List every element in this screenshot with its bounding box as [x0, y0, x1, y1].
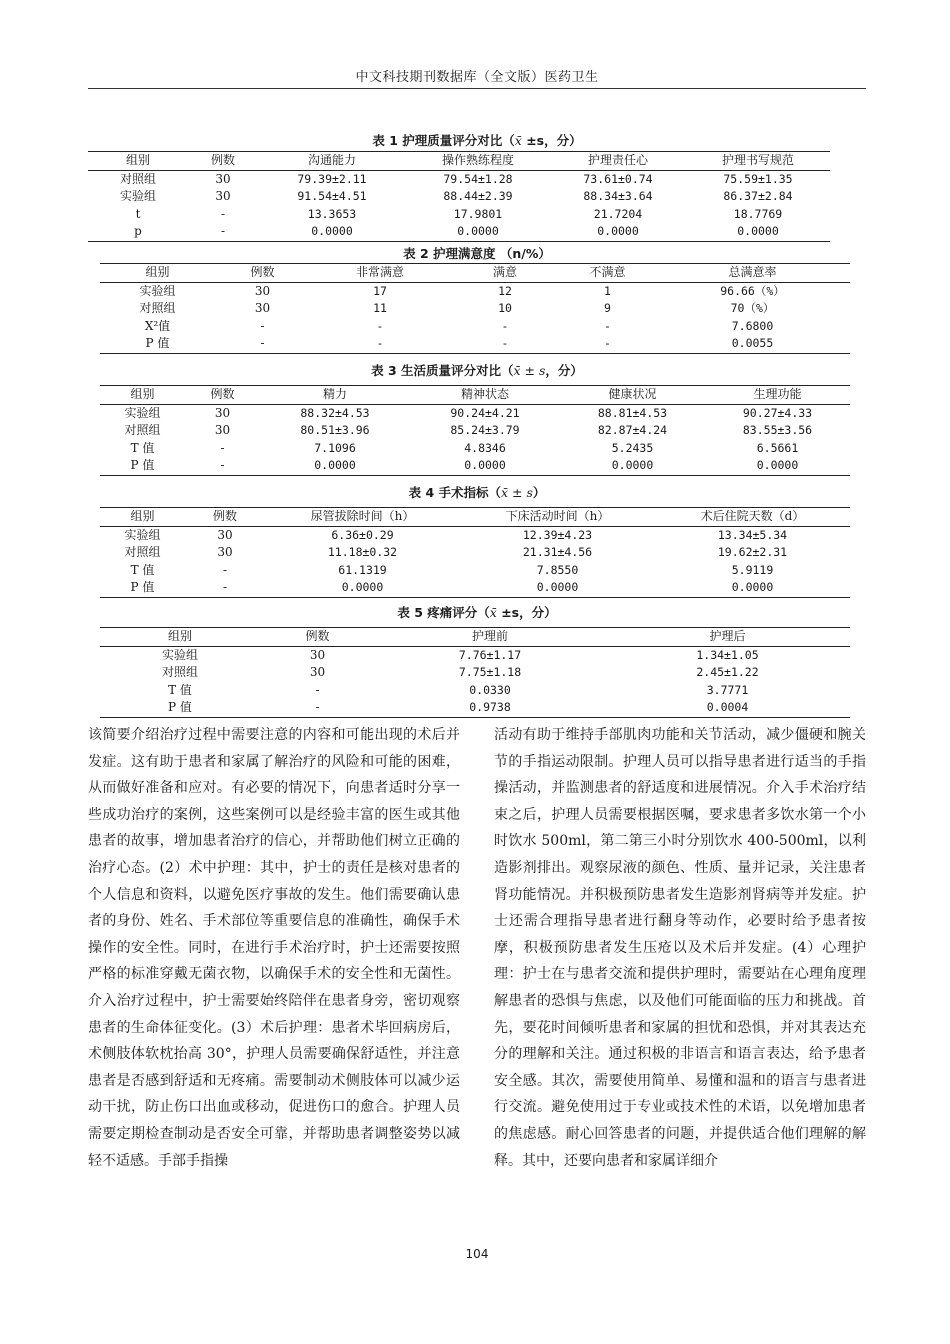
table-cell: 30 — [214, 405, 231, 420]
table-cell: 4.8346 — [464, 440, 506, 455]
table-row — [88, 206, 830, 224]
table-cell: 90.27±4.33 — [742, 405, 813, 420]
table-row — [100, 282, 850, 300]
table-cell: 6.36±0.29 — [331, 527, 394, 542]
table-cell: - — [315, 682, 320, 697]
table-cell: 21.7204 — [593, 206, 643, 221]
table-row — [100, 318, 850, 336]
table-cell: 5.2435 — [611, 440, 654, 455]
table-cell: 82.87±4.24 — [597, 423, 668, 437]
table-cell: T 值 — [130, 440, 155, 455]
column-header: 护理责任心 — [550, 152, 686, 171]
body-right-column: 活动有助于维持手部肌肉功能和关节活动，减少僵硬和腕关节的手指运动限制。护理人员可以指导患者进行适当的手指操活动，并监测患者的舒适度和进展情况。介入手术治疗结束之后，护理人员需要根据医嘱，要求患者多饮水第一个小时饮水 500ml，第二第三小时分别饮水 400-500ml，以利造影剂排出。观察尿液的颜色、性质、量并记录，关注患者肾功能情况。并积极预防患者发生造影剂肾病等并发症。护士还需合理指导患者进行翻身等动作，必要时给予患者按摩，积极预防患者发生压疮以及术后并发症。(4）心理护理：护士在与患者交流和提供护理时，需要站在心理角度理解患者的恐惧与焦虑，以及他们可能面临的压力和挑战。首先，要花时间倾听患者和家属的担忧和恐惧，并对其表达充分的理解和关注。通过积极的非语言和语言表达，给予患者安全感。其次，需要使用简单、易懂和温和的语言与患者进行交流。避免使用过于专业或技术性的术语，以免增加患者的焦虑感。耐心回答患者的问题，并提供适合他们理解的解释。其中，还要向患者和家属详细介 — [494, 727, 866, 1169]
column-header: 健康状况 — [560, 386, 705, 405]
table-cell: 5.9119 — [731, 562, 774, 577]
table-cell: - — [376, 318, 384, 333]
table-row — [100, 664, 850, 682]
table-cell: 73.61±0.74 — [583, 171, 653, 186]
table-cell: 7.76±1.17 — [458, 647, 522, 662]
table-cell: 对照组 — [119, 171, 156, 186]
column-header: 护理书写规范 — [686, 152, 830, 171]
column-header: 满意 — [450, 264, 560, 283]
table-cell: 85.24±3.79 — [450, 423, 520, 437]
table-row — [88, 188, 830, 206]
body-left-column: 该简要介绍治疗过程中需要注意的内容和可能出现的术后并发症。这有助于患者和家属了解治疗的风险和可能的困难，从而做好准备和应对。有必要的情况下，向患者适时分享一些成功治疗的案例，这些案例可以是经验丰富的医生或其他患者的故事，增加患者治疗的信心，并帮助他们树立正确的治疗心态。(2）术中护理：其中，护士的责任是核对患者的个人信息和资料，以避免医疗事故的发生。他们需要确认患者的身份、姓名、手术部位等重要信息的准确性，确保手术操作的安全性。同时，在进行手术治疗时，护士还需要按照严格的标准穿戴无菌衣物，以确保手术的安全性和无菌性。介入治疗过程中，护士需要始终陪伴在患者身旁，密切观察患者的生命体征变化。(3）术后护理：患者术毕回病房后，术侧肢体软枕抬高 30°，护理人员需要确保舒适性，并注意患者是否感到舒适和无疼痛。需要制动术侧肢体可以减少运动干扰，防止伤口出血或移动，促进伤口的愈合。护理人员需要定期检查制动是否安全可靠，并帮助患者调整姿势以减轻不适感。手部手指操 — [88, 727, 460, 1169]
table-row — [88, 170, 830, 188]
table-cell: 88.32±4.53 — [300, 405, 370, 420]
column-header: 例数 — [260, 628, 375, 647]
table-row — [100, 562, 850, 580]
column-header: 下床活动时间（h） — [460, 508, 655, 527]
table-cell: 61.1319 — [338, 562, 387, 577]
table-cell: - — [215, 335, 310, 353]
table-row — [100, 646, 850, 664]
table-cell: 12 — [498, 283, 512, 298]
table-row — [100, 544, 850, 562]
table-cell: 0.0330 — [469, 682, 511, 697]
table-row — [100, 579, 850, 597]
table-cell: - — [185, 579, 265, 597]
column-header: 组别 — [100, 386, 185, 405]
table-cell: 0.0004 — [605, 699, 850, 717]
table-cell: 79.39±2.11 — [297, 171, 367, 186]
column-header: 例数 — [185, 386, 260, 405]
table-cell: 13.34±5.34 — [717, 527, 788, 542]
table-cell: 1.34±1.05 — [696, 647, 759, 662]
table-cell: P 值 — [100, 335, 215, 353]
table4-caption: 表 4 手术指标（x̄ ± s） — [408, 485, 546, 500]
table-cell: P 值 — [100, 457, 185, 475]
table-cell: T 值 — [168, 682, 192, 697]
table-cell: 9 — [604, 301, 611, 315]
table-cell: 17 — [373, 283, 387, 298]
column-header: 尿管拔除时间（h） — [265, 508, 460, 527]
table-cell: 30 — [309, 665, 326, 679]
column-header: 术后住院天数（d） — [655, 508, 850, 527]
table-cell: 19.62±2.31 — [717, 545, 788, 559]
table-cell: 88.44±2.39 — [443, 189, 513, 203]
column-header: 总满意率 — [655, 264, 850, 283]
table-cell: 79.54±1.28 — [443, 171, 513, 186]
table-row — [100, 422, 850, 440]
table-header-row — [100, 264, 850, 283]
table-cell: 30 — [214, 423, 231, 437]
table-cell: 91.54±4.51 — [297, 189, 367, 203]
table-cell: 18.7769 — [733, 206, 783, 221]
table-cell: 11 — [373, 301, 387, 315]
table-cell: P 值 — [100, 579, 185, 597]
header-rule — [88, 88, 866, 89]
table-cell: 30 — [309, 647, 326, 662]
table-header-row — [100, 508, 850, 527]
table-cell: P 值 — [100, 699, 260, 717]
table-header-row — [88, 152, 830, 171]
table-cell: 17.9801 — [453, 206, 503, 221]
column-header: 护理前 — [375, 628, 605, 647]
table-row — [100, 335, 850, 353]
table-cell: p — [88, 223, 188, 241]
table-cell: 7.6800 — [731, 318, 774, 333]
column-header: 组别 — [88, 152, 188, 171]
column-header: 组别 — [100, 264, 215, 283]
table-cell: 96.66（%） — [720, 283, 785, 298]
column-header: 精力 — [260, 386, 410, 405]
table-row — [100, 404, 850, 422]
column-header: 非常满意 — [310, 264, 450, 283]
table-cell: 实验组 — [124, 527, 161, 542]
table-cell: 0.0000 — [705, 457, 850, 475]
table-cell: 13.3653 — [307, 206, 357, 221]
table-cell: t — [135, 206, 141, 221]
table-row — [100, 440, 850, 458]
table-cell: 实验组 — [124, 405, 161, 420]
table-cell: 0.0000 — [406, 223, 550, 241]
table-cell: - — [310, 335, 450, 353]
table2 — [100, 263, 850, 354]
table-cell: 0.0000 — [550, 223, 686, 241]
table-cell: 1 — [604, 283, 611, 298]
table-cell: 0.0000 — [460, 579, 655, 597]
table-cell: 0.0000 — [265, 579, 460, 597]
table-cell: 实验组 — [139, 283, 176, 298]
table-cell: 75.59±1.35 — [723, 171, 793, 186]
table-cell: 0.9738 — [375, 699, 605, 717]
table-cell: 实验组 — [119, 189, 156, 203]
table3 — [100, 385, 850, 476]
page-number: 104 — [465, 1247, 489, 1261]
table-cell: - — [450, 335, 560, 353]
table-cell: 83.55±3.56 — [742, 423, 813, 437]
table-cell: 12.39±4.23 — [522, 527, 593, 542]
table-cell: 6.5661 — [756, 440, 799, 455]
table-cell: 30 — [254, 283, 271, 298]
table-row — [100, 682, 850, 700]
table-cell: 实验组 — [161, 647, 198, 662]
table-cell: 30 — [215, 171, 231, 186]
column-header: 沟通能力 — [258, 152, 406, 171]
table-cell: 0.0000 — [410, 457, 560, 475]
table-cell: 0.0000 — [258, 223, 406, 241]
table2-caption: 表 2 护理满意度 （n/%） — [403, 246, 551, 261]
table-cell: 7.1096 — [314, 440, 356, 455]
column-header: 护理后 — [605, 628, 850, 647]
table-cell: 80.51±3.96 — [300, 423, 370, 437]
table-header-row — [100, 386, 850, 405]
table-row — [100, 300, 850, 318]
table-cell: 90.24±4.21 — [450, 405, 520, 420]
table-cell: 3.7771 — [706, 682, 749, 697]
table-cell: 对照组 — [139, 301, 176, 315]
table4 — [100, 507, 850, 598]
table-cell: - — [560, 335, 655, 353]
table-row — [100, 457, 850, 475]
table-row — [100, 699, 850, 717]
table-cell: 30 — [217, 545, 233, 559]
table3-caption: 表 3 生活质量评分对比（x̄ ± s，分） — [371, 363, 583, 378]
table-cell: - — [260, 699, 375, 717]
table-cell: 0.0000 — [560, 457, 705, 475]
column-header: 例数 — [185, 508, 265, 527]
column-header: 操作熟练程度 — [406, 152, 550, 171]
table-cell: 0.0000 — [655, 579, 850, 597]
table-cell: 对照组 — [124, 423, 161, 437]
table-row — [100, 526, 850, 544]
table-cell: - — [220, 206, 226, 221]
table-row — [88, 223, 830, 241]
column-header: 生理功能 — [705, 386, 850, 405]
table-cell: - — [604, 318, 611, 333]
table-cell: - — [501, 318, 509, 333]
table-header-row — [100, 628, 850, 647]
column-header: 例数 — [215, 264, 310, 283]
table-cell: 11.18±0.32 — [327, 545, 398, 559]
column-header: 例数 — [188, 152, 258, 171]
table-cell: 对照组 — [161, 665, 198, 679]
table-cell: X²值 — [144, 318, 171, 333]
column-header: 精神状态 — [410, 386, 560, 405]
table-cell: 86.37±2.84 — [723, 189, 793, 203]
table5 — [100, 627, 850, 718]
journal-header: 中文科技期刊数据库（全文版）医药卫生 — [355, 70, 599, 85]
table-cell: - — [220, 440, 225, 455]
table-cell: 88.34±3.64 — [583, 189, 653, 203]
table-cell: - — [188, 223, 258, 241]
table-cell: 0.0055 — [655, 335, 850, 353]
table-cell: 7.8550 — [536, 562, 579, 577]
table-cell: 10 — [498, 301, 512, 315]
table-cell: T 值 — [130, 562, 155, 577]
table-cell: 7.75±1.18 — [458, 665, 522, 679]
table-cell: - — [260, 318, 265, 333]
table-cell: 2.45±1.22 — [696, 665, 759, 679]
column-header: 不满意 — [560, 264, 655, 283]
table1-caption: 表 1 护理质量评分对比（x̄ ±s，分） — [372, 133, 582, 148]
table-cell: - — [222, 562, 228, 577]
table5-caption: 表 5 疼痛评分（x̄ ±s，分） — [397, 605, 557, 620]
table-cell: 30 — [217, 527, 233, 542]
table-cell: 0.0000 — [260, 457, 410, 475]
table-cell: 对照组 — [124, 545, 161, 559]
table-cell: 0.0000 — [686, 223, 830, 241]
column-header: 组别 — [100, 628, 260, 647]
table1 — [88, 151, 830, 242]
table-cell: 88.81±4.53 — [597, 405, 668, 420]
table-cell: 30 — [254, 301, 271, 315]
table-cell: - — [185, 457, 260, 475]
column-header: 组别 — [100, 508, 185, 527]
table-cell: 70（%） — [730, 301, 775, 315]
table-cell: 21.31±4.56 — [522, 545, 593, 559]
table-cell: 30 — [215, 189, 231, 203]
